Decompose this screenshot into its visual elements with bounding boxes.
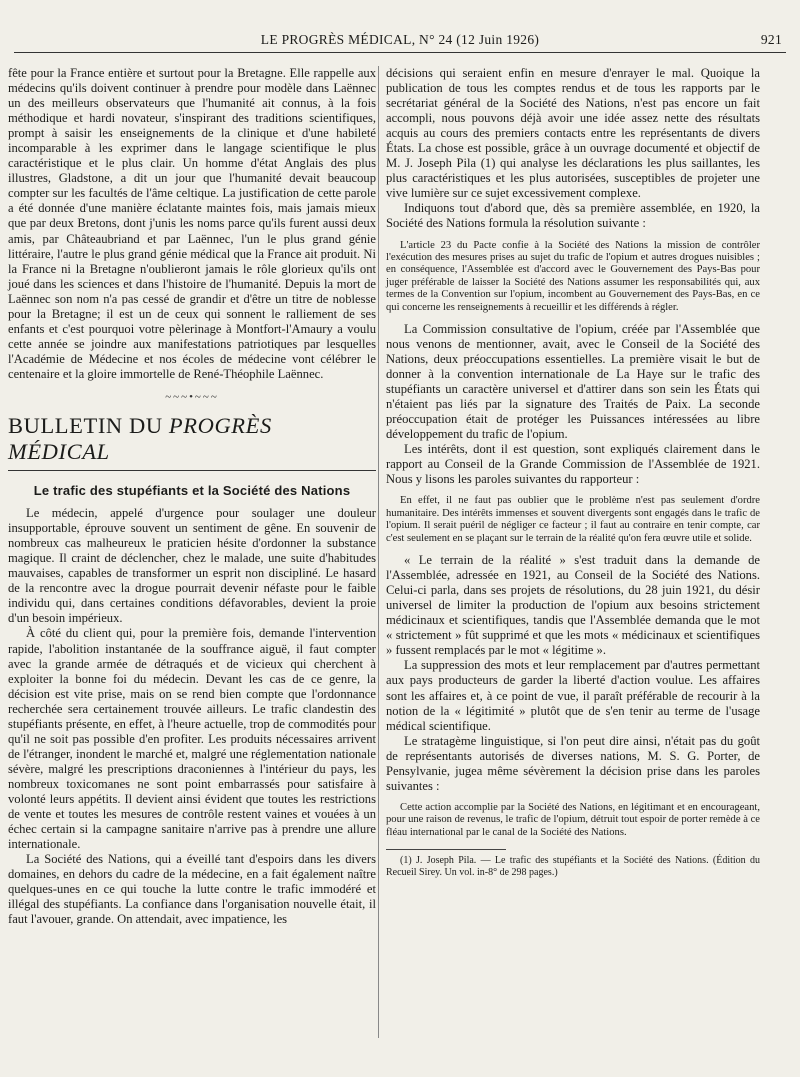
left-column [8,66,376,927]
paragraph-interests: Les intérêts, dont il est question, sont expliqués clairement dans le rapport au Conseil de la Grande Commission de l'Assemblée de 1921. Nous y lisons les paroles suivantes du rapporteur : [386,442,760,487]
ornament-divider: ~~~•~~~ [165,390,219,403]
footnote-rule [386,849,506,850]
paragraph-stratagem: Le stratagème linguistique, si l'on peut dire ainsi, n'était pas du goût de représentants autorisés de diverses nations, M. S. G. Porter, de Pensylvanie, jugea même sévèrement la décision prise dans les paroles suivantes : [386,733,760,793]
page-number: 921 [760,32,782,47]
quote-rapporteur: En effet, il ne faut pas oublier que le problème n'est pas seulement d'ordre humanitaire. Des intérêts immenses et souvent divergents sont engagés dans le trafic de l'opium. Il serait puéril de négliger ce facteur ; il faut au contraire en tenir compte, car c'est seulement en se plaçant sur le terrain de la réalité qu'on fera œuvre utile et solide. [386,495,760,544]
paragraph-reality: « Le terrain de la réalité » s'est traduit dans la demande de l'Assemblée, adressée en 1921, au Conseil de la Société des Nations. Celui-ci parla, dans ses projets de résolutions, du 28 juin 1921, du désir universel de limiter la production de l'opium aux besoins strictement médicinaux et scientifiques, tandis que l'Assemblée demanda que le mot « strictement » fût supprimé et que les mots « médicinaux et scientifiques » fussent remplacés par le mot « légitime ». [386,553,760,658]
quote-porter: Cette action accomplie par la Société des Nations, en légitimant et en encourageant, pour une raison de revenus, le trafic de l'opium, détruit tout espoir de porter remède à ce fléau international par le canal de la Société des Nations. [386,801,760,838]
paragraph-decisions: décisions qui seraient enfin en mesure d'enrayer le mal. Quoique la publication de tous les comptes rendus et de tous les rapports par le secrétariat général de la Société des Nations, n'est pas encore un fait accompli, nous pouvons déjà avoir une idée assez nette des résultats acquis au cours des premiers contacts entre les représentants de divers États. La chose est possible, grâce à un ouvrage documenté et objectif de M. J. Joseph Pila (1) qui analyse les déclarations les plus saillantes, les plus caractéristiques et les plus autorisées, susceptibles de projeter une vive lumière sur ce sujet excessivement complexe. [386,66,760,201]
bulletin-title [8,413,376,471]
paragraph-league-hopes: La Société des Nations, qui a éveillé tant d'espoirs dans les divers domaines, en dehors du cadre de la médecine, en a fait également naître quelques-unes en ce qui touche la lutte contre le trafic immodéré et illégal des stupéfiants. La confiance dans l'organisation nouvelle était, il faut l'avouer, grande. On attendait, avec impatience, les [8,852,376,927]
bulletin-title-prefix: BULLETIN DU [8,413,169,439]
paragraph-laennec-tribute: fête pour la France entière et surtout pour la Bretagne. Elle rappelle aux médecins qu'ils doivent continuer à prendre pour modèle dans Laënnec un des meilleurs observateurs que l'humanité ait connus, à la fois méthodique et hardi novateur, s'inspirant des traditions scientifiques, prompt à saisir les enseignements de la clinique et d'une habileté incomparable à les exprimer dans le langage scientifique le plus caractéristique et le plus clair. Un homme d'état Anglais des plus illustres, Gladstone, a dit un jour que l'humanité devait beaucoup compter sur les facultés de l'âme celtique. La justification de cette parole a été donnée d'une manière éclatante maintes fois, mais jamais mieux que par deux Bretons, dont j'unis les noms parce qu'ils furent aussi deux amis, par Châteaubriand et par Laënnec, l'un le plus grand génie littéraire, l'autre le plus grand génie médical que la France ait produit. Ni la France ni la Bretagne n'oublieront jamais le rôle glorieux qu'ils ont joué dans les sciences et dans l'histoire de l'humanité. Depuis la mort de Laënnec son nom n'a pas cessé de grandir et d'être un titre de noblesse pour la Bretagne; il est un de ceux qui sonnent le ralliement de ses enfants et c'est pourquoi votre pèlerinage à Montfort-l'Amaury a voulu cette année se joindre aux manifestations patriotiques par lesquelles l'Académie de Médecine et nos écoles de médecine vont célébrer le centenaire et la gloire immortelle de René-Théophile Laënnec. [8,66,376,381]
running-title: LE PROGRÈS MÉDICAL, N° 24 (12 Juin 1926) [260,32,540,47]
article-title: Le trafic des stupéfiants et la Société des Nations [33,483,351,499]
running-header [14,30,786,53]
right-column [386,66,760,879]
paragraph-physician: Le médecin, appelé d'urgence pour soulager une douleur insupportable, éprouve souvent un sentiment de gêne. En souvenir de nombreux cas malheureux le praticien hésite d'ordonner la substance magique. Il craint de déclencher, chez le malade, une suite d'habitudes mauvaises, capables de transformer un esprit non discipliné. Le hasard de la rencontre avec la drogue pourrait devenir néfaste pour le faible individu qui, dans certaines conditions défavorables, devient la proie d'un besoin impérieux. [8,506,376,626]
paragraph-first-assembly: Indiquons tout d'abord que, dès sa première assemblée, en 1920, la Société des Nations formula la résolution suivante : [386,201,760,231]
footnote: (1) J. Joseph Pila. — Le trafic des stupéfiants et la Société des Nations. (Édition du Recueil Sirey. Un vol. in-8° de 298 pages.) [386,855,760,879]
paragraph-suppression: La suppression des mots et leur remplacement par d'autres permettant aux pays producteurs de garder la liberté d'action voulue. Les affaires sont les affaires et, à ce point de vue, il paraît préférable de recourir à la notion de la « légitimité » plutôt que de s'en tenir au terme de l'usage médical scientifique. [386,658,760,733]
paragraph-clandestine-trade: À côté du client qui, pour la première fois, demande l'intervention rapide, l'abolition instantanée de la souffrance aiguë, il faut compter avec la grande armée de détraqués et de vicieux qui cherchent à exploiter la bonne foi du médecin. Devant les cas de ce genre, la décision est vite prise, mais on se rend bien compte que l'ordonnance recherchée sera certainement trouvée ailleurs. Le trafic clandestin des stupéfiants présente, en effet, à l'heure actuelle, trop de commodités pour qu'il ne soit pas possible d'en profiter. Les produits nécessaires arrivent de l'étranger, inondent le marché et, malgré une réglementation nationale sévère, malgré les prescriptions draconiennes à l'intérieur du pays, les nombreux toxicomanes ne sont point embarrassés pour satisfaire à volonté leurs appétits. Il devient ainsi évident que toutes les restrictions de vente et toutes les mesures de contrôle restent vaines et vouées à un échec certain si la campagne sanitaire n'arrive pas à prendre une allure internationale. [8,626,376,852]
quote-article-23: L'article 23 du Pacte confie à la Société des Nations la mission de contrôler l'exécution des mesures prises au sujet du trafic de l'opium et autres drogues nuisibles ; en conséquence, l'Assemblée est d'accord avec le Gouvernement des Pays-Bas pour juger préférable de laisser la Société des Nations assumer les responsabilités qui, aux termes de la Convention sur l'opium, incombent au Gouvernement des Pays-Bas, en ce qui concerne les renseignements à recueillir et les différends à régler. [386,239,760,313]
column-divider [378,66,379,1038]
paragraph-commission: La Commission consultative de l'opium, créée par l'Assemblée que nous venons de mentionner, avait, avec le Conseil de la Société des Nations, deux préoccupations essentielles. La première visait le but de donner à la convention internationale de La Haye sur le trafic des stupéfiants un caractère universel et d'attirer dans son sein les États qui n'étaient pas liés par la signature des Traités de Paix. La seconde préoccupation était de protéger les Puissances intéressées au libre développement du trafic de l'opium. [386,321,760,442]
bulletin-title-journal: PROGRÈS MÉDICAL [8,413,272,465]
